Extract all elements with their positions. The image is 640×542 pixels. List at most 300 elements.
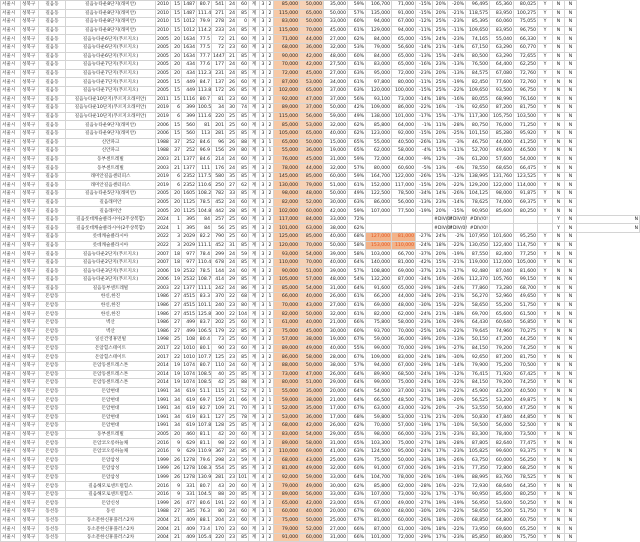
table-cell[interactable] [490, 215, 514, 224]
table-cell[interactable]: 52,000 [300, 525, 324, 534]
table-cell[interactable]: 1 [267, 396, 274, 405]
table-cell[interactable] [392, 224, 416, 233]
table-cell[interactable]: 52,000 [300, 198, 324, 207]
table-cell[interactable]: 80.7 [197, 95, 212, 104]
table-cell[interactable]: 계 [249, 172, 260, 181]
table-cell[interactable]: 2 [267, 52, 274, 61]
table-cell[interactable]: 85 [237, 190, 249, 199]
table-cell[interactable]: 76,000 [274, 155, 300, 164]
table-cell[interactable]: 48,000 [392, 301, 416, 310]
table-cell[interactable]: 2532 [183, 268, 195, 274]
table-cell[interactable]: Y [538, 52, 553, 61]
table-cell[interactable]: 계 [249, 413, 260, 422]
table-cell[interactable]: 23% [433, 61, 448, 70]
table-cell[interactable]: 41,250 [514, 138, 538, 147]
table-cell[interactable]: Y [538, 318, 553, 327]
table-cell[interactable]: 54,000 [300, 430, 324, 439]
table-cell[interactable]: 123,525 [514, 172, 538, 181]
table-cell[interactable]: 서울시 [1, 508, 21, 517]
table-cell[interactable]: 30,000 [324, 327, 348, 336]
table-cell[interactable]: 85 [237, 224, 249, 233]
table-cell[interactable]: -15% [416, 35, 433, 44]
table-cell[interactable]: 19% [433, 370, 448, 379]
table-cell[interactable]: 돈암동 [39, 396, 66, 405]
table-cell[interactable]: 31,000 [324, 284, 348, 293]
table-cell[interactable]: 108.5 [198, 371, 212, 377]
table-cell[interactable]: 541 [212, 1, 226, 10]
table-cell[interactable]: 계 [249, 9, 260, 18]
table-cell[interactable]: 2 [267, 336, 274, 345]
table-cell[interactable]: -20% [448, 396, 466, 405]
table-cell[interactable]: 90 [212, 344, 226, 353]
table-cell[interactable]: 동선동 [39, 533, 66, 542]
table-cell[interactable]: 성북구 [21, 198, 39, 207]
table-cell[interactable]: -24% [416, 379, 433, 388]
table-cell[interactable]: 96 [212, 138, 226, 147]
table-cell[interactable]: N [553, 86, 565, 95]
table-cell[interactable]: 43,200 [490, 387, 514, 396]
table-cell[interactable]: 47,000 [300, 95, 324, 104]
table-cell[interactable]: 23 [226, 516, 237, 525]
table-cell[interactable]: #DIV/0! [466, 215, 490, 224]
table-cell[interactable]: 9 [171, 439, 182, 448]
table-cell[interactable]: 18% [433, 439, 448, 448]
table-cell[interactable]: 1988 [157, 509, 169, 515]
table-cell[interactable]: 1377 [183, 285, 195, 291]
table-cell[interactable]: 1634 [183, 45, 195, 51]
table-cell[interactable]: 51,000 [300, 379, 324, 388]
table-cell[interactable]: -14% [448, 198, 466, 207]
table-cell[interactable]: 3 [260, 276, 267, 285]
table-cell[interactable]: N [553, 250, 565, 259]
table-cell[interactable]: 75,750 [514, 533, 538, 542]
table-cell[interactable]: 길음해모로센트럴힐스 [66, 482, 156, 491]
table-cell[interactable]: 83,950 [490, 26, 514, 35]
table-cell[interactable]: 452 [212, 198, 226, 207]
table-cell[interactable]: 2 [267, 473, 274, 482]
table-cell[interactable]: 15% [433, 301, 448, 310]
table-cell[interactable]: N [565, 387, 577, 396]
table-cell[interactable]: 117,000 [392, 181, 416, 190]
table-cell[interactable]: 113 [197, 129, 212, 138]
table-cell[interactable]: 32,000 [324, 310, 348, 319]
table-cell[interactable]: 66,200 [366, 293, 392, 302]
table-cell[interactable]: 22 [226, 293, 237, 302]
table-cell[interactable]: 1487 [183, 10, 195, 16]
table-cell[interactable]: N [565, 284, 577, 293]
table-cell[interactable]: 99,150 [514, 276, 538, 285]
table-cell[interactable]: 83.7 [197, 318, 212, 327]
table-cell[interactable]: 2024 [157, 225, 169, 231]
table-cell[interactable]: 28 [226, 207, 237, 216]
table-cell[interactable]: 17% [433, 422, 448, 431]
table-cell[interactable]: 계 [249, 284, 260, 293]
table-cell[interactable]: 57,000 [392, 422, 416, 431]
table-cell[interactable]: 길음뉴타운10단지(푸르지오래미안) [66, 95, 156, 104]
table-cell[interactable]: 80,250 [514, 490, 538, 499]
table-cell[interactable]: 3 [260, 26, 267, 35]
table-cell[interactable]: 59% [348, 207, 366, 216]
table-cell[interactable]: 1074 [183, 363, 195, 369]
table-cell[interactable] [392, 215, 416, 224]
table-cell[interactable]: 67% [348, 353, 366, 362]
table-cell[interactable]: 성북구 [21, 215, 39, 224]
table-cell[interactable]: 계 [249, 499, 260, 508]
table-cell[interactable]: 48,000 [392, 508, 416, 517]
table-cell[interactable]: 한신,한진 [66, 301, 156, 310]
table-cell[interactable]: -39% [416, 336, 433, 345]
table-cell[interactable]: 2005 [157, 71, 169, 77]
table-cell[interactable]: N [553, 258, 565, 267]
table-cell[interactable]: 2 [267, 172, 274, 181]
table-cell[interactable]: 51,000 [324, 181, 348, 190]
table-cell[interactable]: 33 [226, 190, 237, 199]
table-cell[interactable]: N [553, 525, 565, 534]
table-cell[interactable]: 145,000 [274, 172, 300, 181]
table-cell[interactable]: 길음동 [39, 276, 66, 285]
table-cell[interactable]: 1125 [183, 208, 195, 214]
table-cell[interactable]: 78,625 [466, 198, 490, 207]
table-cell[interactable]: N [553, 293, 565, 302]
table-cell[interactable]: N [565, 35, 577, 44]
table-cell[interactable]: 103,500 [514, 112, 538, 121]
table-cell[interactable]: N [565, 207, 577, 216]
table-cell[interactable]: -20% [448, 516, 466, 525]
table-cell[interactable]: 3 [260, 52, 267, 61]
table-cell[interactable]: 560 [182, 129, 197, 138]
table-cell[interactable]: -27% [416, 499, 433, 508]
table-cell[interactable]: -24% [416, 310, 433, 319]
table-cell[interactable]: 58,000 [300, 353, 324, 362]
table-cell[interactable]: 성북구 [21, 258, 39, 267]
table-cell[interactable]: N [565, 422, 577, 431]
table-cell[interactable]: 돈암현대 [66, 422, 156, 431]
table-cell[interactable]: 122,400 [490, 241, 514, 250]
table-cell[interactable]: 계 [249, 147, 260, 156]
table-cell[interactable]: 281 [212, 129, 226, 138]
table-cell[interactable]: 85 [237, 69, 249, 78]
table-cell[interactable]: -28% [448, 439, 466, 448]
table-cell[interactable]: 19,000 [324, 336, 348, 345]
table-cell[interactable]: 17% [433, 490, 448, 499]
table-cell[interactable]: 25% [433, 18, 448, 27]
table-cell[interactable]: 14% [433, 361, 448, 370]
table-cell[interactable]: 85 [237, 207, 249, 216]
table-cell[interactable]: 144 [212, 267, 226, 276]
table-cell[interactable]: 78,000 [274, 164, 300, 173]
table-cell[interactable]: 계 [249, 336, 260, 345]
table-cell[interactable]: 73 [212, 336, 226, 345]
table-cell[interactable]: 72,000 [274, 69, 300, 78]
table-cell[interactable]: 24 [226, 447, 237, 456]
table-cell[interactable]: 길음롯데캐슬클라시아(2주상복합) [66, 215, 156, 224]
table-cell[interactable]: 81 [212, 95, 226, 104]
table-cell[interactable]: 19% [433, 344, 448, 353]
table-cell[interactable]: N [565, 482, 577, 491]
table-cell[interactable]: 60,000 [274, 508, 300, 517]
table-cell[interactable]: 계 [249, 207, 260, 216]
table-cell[interactable]: 42 [212, 379, 226, 388]
table-cell[interactable]: 성북구 [21, 533, 39, 542]
table-cell[interactable]: N [565, 104, 577, 113]
table-cell[interactable]: 103,000 [366, 250, 392, 259]
table-cell[interactable]: 60 [237, 430, 249, 439]
table-cell[interactable]: N [565, 215, 577, 224]
table-cell[interactable]: N [553, 465, 565, 474]
table-cell[interactable]: 24 [226, 18, 237, 27]
table-cell[interactable]: 152,000 [366, 181, 392, 190]
table-cell[interactable] [538, 215, 553, 224]
table-cell[interactable]: 120,000 [274, 241, 300, 250]
table-cell[interactable]: 52,000 [274, 404, 300, 413]
table-cell[interactable]: 돈암동 [39, 327, 66, 336]
table-cell[interactable]: 66,500 [366, 396, 392, 405]
table-cell[interactable]: N [553, 121, 565, 130]
table-cell[interactable]: 60 [237, 121, 249, 130]
table-cell[interactable]: 2 [260, 318, 267, 327]
table-cell[interactable]: Y [538, 78, 553, 87]
table-cell[interactable]: 서울시 [1, 9, 21, 18]
table-cell[interactable]: 2010 [157, 2, 169, 8]
table-cell[interactable]: 3 [260, 241, 267, 250]
table-cell[interactable]: 57,000 [274, 336, 300, 345]
table-cell[interactable]: 64% [348, 258, 366, 267]
table-cell[interactable]: 계 [249, 310, 260, 319]
table-cell[interactable]: -28% [416, 482, 433, 491]
table-cell[interactable]: 68,990 [490, 95, 514, 104]
table-cell[interactable]: 81,750 [514, 353, 538, 362]
table-cell[interactable]: -24% [416, 241, 433, 250]
table-cell[interactable]: 64,800 [490, 516, 514, 525]
table-cell[interactable]: 3 [260, 129, 267, 138]
table-cell[interactable]: 79,900 [466, 361, 490, 370]
table-cell[interactable]: 19% [433, 499, 448, 508]
table-cell[interactable]: -30% [448, 353, 466, 362]
table-cell[interactable]: 3 [260, 361, 267, 370]
table-cell[interactable]: 56,950 [466, 499, 490, 508]
table-cell[interactable]: 108.5 [198, 380, 212, 386]
table-cell[interactable]: 85,850 [466, 533, 490, 542]
table-cell[interactable]: 24 [226, 267, 237, 276]
table-cell[interactable]: 3 [260, 215, 267, 224]
table-cell[interactable]: 돈암동 [39, 465, 66, 474]
table-cell[interactable]: -22% [448, 241, 466, 250]
table-cell[interactable]: 돈암동 [39, 370, 66, 379]
table-cell[interactable]: 70,000 [366, 422, 392, 431]
table-cell[interactable]: 67,000 [392, 465, 416, 474]
table-cell[interactable]: 1999 [157, 474, 169, 480]
table-cell[interactable]: 1012 [183, 28, 195, 34]
table-cell[interactable]: 80.4 [197, 336, 212, 345]
table-cell[interactable]: Y [538, 508, 553, 517]
table-cell[interactable]: 2 [267, 121, 274, 130]
table-cell[interactable]: -13% [416, 198, 433, 207]
table-cell[interactable]: 서울시 [1, 52, 21, 61]
table-cell[interactable]: N [565, 525, 577, 534]
table-cell[interactable]: -23% [448, 18, 466, 27]
table-cell[interactable]: 65,000 [392, 61, 416, 70]
table-cell[interactable]: 성북구 [21, 310, 39, 319]
table-cell[interactable]: 38,000 [324, 361, 348, 370]
table-cell[interactable]: -12% [416, 18, 433, 27]
table-cell[interactable]: 72,930 [466, 482, 490, 491]
table-cell[interactable]: 서울시 [1, 207, 21, 216]
table-cell[interactable]: N [553, 301, 565, 310]
table-cell[interactable]: 길음동 [39, 69, 66, 78]
table-cell[interactable]: 71,000 [274, 35, 300, 44]
table-cell[interactable]: 119,000 [466, 258, 490, 267]
table-cell[interactable]: 460 [182, 430, 197, 439]
table-cell[interactable]: 38,000 [300, 396, 324, 405]
table-cell[interactable]: 129,200 [466, 181, 490, 190]
table-cell[interactable]: Y [538, 9, 553, 18]
table-cell[interactable]: -21% [448, 258, 466, 267]
table-cell[interactable]: Y [538, 190, 553, 199]
table-cell[interactable]: 24 [226, 284, 237, 293]
table-cell[interactable]: 3 [260, 525, 267, 534]
table-cell[interactable]: 977 [182, 250, 197, 259]
table-cell[interactable]: 109 [212, 404, 226, 413]
table-cell[interactable]: 499 [182, 318, 197, 327]
table-cell[interactable]: 29 [226, 147, 237, 156]
table-cell[interactable]: 32,000 [324, 121, 348, 130]
table-cell[interactable]: 19 [171, 370, 182, 379]
table-cell[interactable]: 619 [182, 413, 197, 422]
table-cell[interactable]: 88.1 [197, 516, 212, 525]
table-cell[interactable]: -24% [416, 447, 433, 456]
table-cell[interactable]: 62% [348, 35, 366, 44]
table-cell[interactable]: 길음뉴타운7단지(푸르지오) [66, 86, 156, 95]
table-cell[interactable]: 1991 [157, 389, 169, 395]
table-cell[interactable]: 77,475 [514, 439, 538, 448]
table-cell[interactable]: 돈암동 [39, 318, 66, 327]
table-cell[interactable]: 60,000 [300, 533, 324, 542]
table-cell[interactable]: 44,000 [300, 164, 324, 173]
table-cell[interactable]: -37% [416, 250, 433, 259]
table-cell[interactable]: 계 [249, 104, 260, 113]
table-cell[interactable]: 61% [348, 78, 366, 87]
table-cell[interactable]: 동선동 [39, 516, 66, 525]
table-cell[interactable]: 21,000 [324, 396, 348, 405]
table-cell[interactable]: 24 [226, 250, 237, 259]
table-cell[interactable]: 49,000 [300, 482, 324, 491]
table-cell[interactable]: 78,525 [514, 473, 538, 482]
table-cell[interactable]: 77.7 [197, 52, 212, 61]
table-cell[interactable]: -20% [448, 1, 466, 10]
table-cell[interactable]: 3 [260, 147, 267, 156]
table-cell[interactable]: 서울시 [1, 250, 21, 259]
table-cell[interactable]: 105,750 [490, 112, 514, 121]
table-cell[interactable]: 길음뉴타운10단지(푸르지오래미안) [66, 112, 156, 121]
table-cell[interactable]: 125.8 [198, 311, 212, 317]
table-cell[interactable]: 449 [182, 86, 197, 95]
table-cell[interactable]: -3% [448, 138, 466, 147]
table-cell[interactable]: 67,425 [514, 370, 538, 379]
table-cell[interactable]: 99,000 [366, 379, 392, 388]
table-cell[interactable]: 93,375 [514, 447, 538, 456]
table-cell[interactable] [366, 224, 392, 233]
table-cell[interactable]: 94,000 [366, 361, 392, 370]
table-cell[interactable]: 102,000 [274, 86, 300, 95]
table-cell[interactable] [514, 215, 538, 224]
table-cell[interactable]: 202 [212, 318, 226, 327]
table-cell[interactable]: 60,000 [490, 456, 514, 465]
table-cell[interactable]: 3 [260, 224, 267, 233]
table-cell[interactable]: 34,000 [324, 78, 348, 87]
table-cell[interactable]: 27,500 [324, 61, 348, 70]
table-cell[interactable]: 78.4 [197, 250, 212, 259]
table-cell[interactable]: 65,000 [274, 138, 300, 147]
table-cell[interactable]: 20 [171, 43, 182, 52]
table-cell[interactable]: 72,760 [514, 69, 538, 78]
table-cell[interactable]: N [565, 61, 577, 70]
table-cell[interactable]: 2005 [157, 79, 169, 85]
table-cell[interactable]: 길음뉴타운8단지(래미안) [66, 1, 156, 10]
table-cell[interactable]: 99,000 [366, 344, 392, 353]
table-cell[interactable]: 101,000 [366, 533, 392, 542]
table-cell[interactable]: 서울시 [1, 43, 21, 52]
table-cell[interactable]: 22 [171, 344, 182, 353]
table-cell[interactable]: 242 [212, 284, 226, 293]
table-cell[interactable]: 3 [260, 465, 267, 474]
table-cell[interactable] [416, 215, 433, 224]
table-cell[interactable]: 64% [348, 396, 366, 405]
table-cell[interactable]: 2019 [157, 182, 169, 188]
table-cell[interactable]: Y [538, 353, 553, 362]
table-cell[interactable]: 25 [226, 215, 237, 224]
table-cell[interactable]: N [565, 258, 577, 267]
table-cell[interactable]: 42,000 [300, 422, 324, 431]
table-cell[interactable]: Y [538, 430, 553, 439]
table-cell[interactable]: 108 [182, 336, 197, 345]
table-cell[interactable]: 63,750 [466, 456, 490, 465]
table-cell[interactable]: 110.4 [198, 260, 212, 266]
table-cell[interactable]: Y [538, 258, 553, 267]
table-cell[interactable]: N [565, 473, 577, 482]
table-cell[interactable]: 60 [237, 525, 249, 534]
table-cell[interactable]: 성북구 [21, 490, 39, 499]
table-cell[interactable]: Y [538, 516, 553, 525]
table-cell[interactable]: -14% [448, 43, 466, 52]
table-cell[interactable]: Y [538, 207, 553, 216]
table-cell[interactable]: N [565, 490, 577, 499]
table-cell[interactable]: 85 [237, 353, 249, 362]
table-cell[interactable]: 25 [226, 233, 237, 242]
table-cell[interactable]: 계 [249, 396, 260, 405]
table-cell[interactable]: 108,800 [366, 267, 392, 276]
table-cell[interactable]: 1991 [157, 423, 169, 429]
table-cell[interactable]: 63,000 [366, 404, 392, 413]
table-cell[interactable]: 계 [249, 465, 260, 474]
table-cell[interactable]: -13% [416, 52, 433, 61]
table-cell[interactable]: 60,060 [490, 18, 514, 27]
table-cell[interactable]: 1991 [157, 414, 169, 420]
table-cell[interactable]: 1986 [157, 303, 169, 309]
table-cell[interactable]: 56,000 [300, 490, 324, 499]
table-cell[interactable]: 22 [226, 327, 237, 336]
table-cell[interactable]: 101.1 [198, 303, 212, 309]
table-cell[interactable]: 35,000 [300, 404, 324, 413]
table-cell[interactable]: 길음해모로센트럴힐스 [66, 490, 156, 499]
table-cell[interactable]: 240 [212, 301, 226, 310]
table-cell[interactable]: 2 [267, 198, 274, 207]
table-cell[interactable]: 36,000 [300, 413, 324, 422]
table-cell[interactable]: 85 [237, 164, 249, 173]
table-cell[interactable]: N [565, 190, 577, 199]
table-cell[interactable]: 127,000 [366, 233, 392, 242]
table-cell[interactable]: 83,000 [366, 61, 392, 70]
table-cell[interactable]: 107.8 [198, 423, 212, 429]
